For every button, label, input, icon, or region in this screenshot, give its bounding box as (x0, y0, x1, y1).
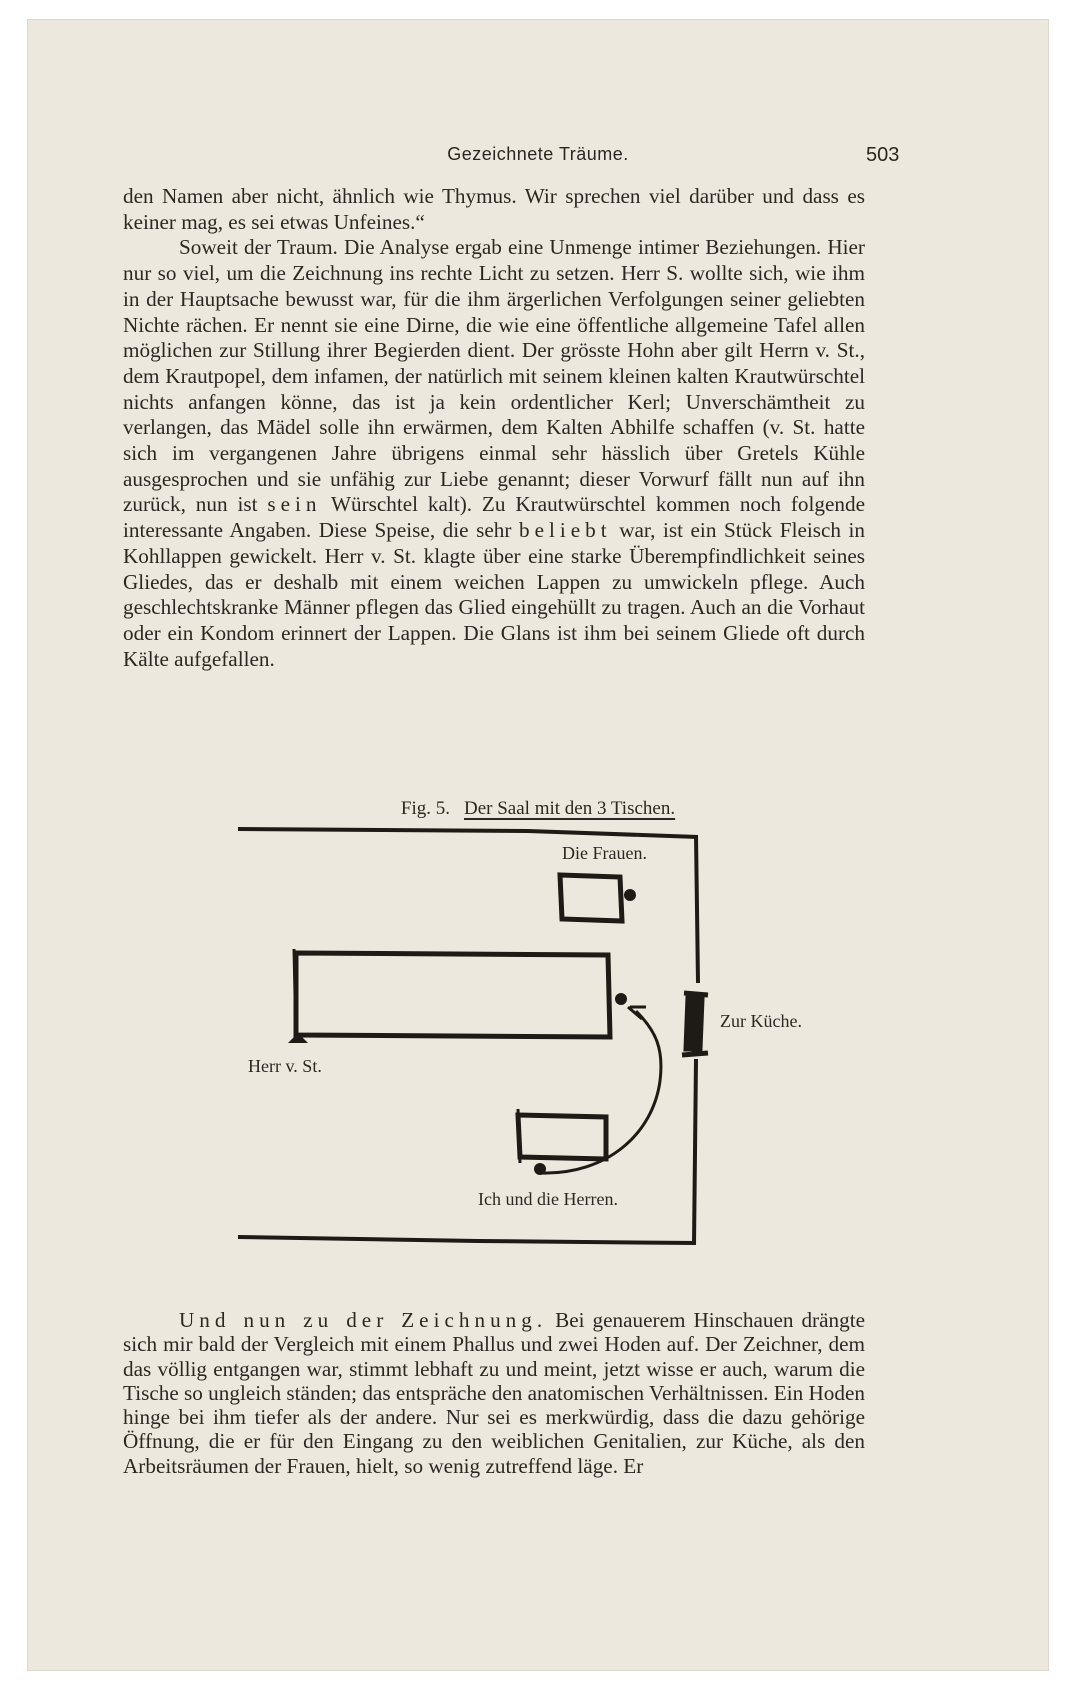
page-header (28, 144, 1048, 170)
figure-caption (28, 798, 1048, 820)
analysis-text-end: war, ist ein Stück Fleisch in Kohllappen gewickelt. Herr v. St. klagte über eine starke Überempfindlichkeit seines Gliedes, das er deshalb mit einem weichen Lappen zu umwickeln pflege. Auch geschlechtskranke Männer pflegen das Glied eingehüllt zu tragen. Auch an die Vorhaut oder ein Kondom erinnert der Lappen. Die Glans ist ihm bei seinem Gliede oft durch Kälte aufgefallen. (123, 518, 866, 671)
figure-label: Fig. 5. (400, 798, 450, 819)
kitchen-door-icon (682, 993, 708, 1055)
emphasis-lead: Und nun zu der Zeichnung. (179, 1308, 548, 1332)
paragraph-dream-end: den Namen aber nicht, ähnlich wie Thymus. Wir sprechen viel darüber und dass es keiner mag, es sei etwas Unfeines.“ (123, 184, 865, 234)
label-die-frauen: Die Frauen. (562, 843, 647, 863)
paragraph-analysis (123, 235, 865, 672)
room-wall-right-lower (694, 1059, 696, 1245)
floor-plan-drawing (228, 823, 802, 1293)
running-title: Gezeichnete Träume. (447, 144, 629, 164)
emphasis-sein: sein (267, 492, 322, 517)
room-wall-bottom (238, 1237, 696, 1243)
label-herr-v-st: Herr v. St. (248, 1056, 322, 1076)
small-table-edge-icon (518, 1109, 520, 1163)
figure-title: Der Saal mit den 3 Tischen. (464, 798, 676, 819)
room-wall-top (238, 829, 698, 837)
label-ich-und-die-herren: Ich und die Herren. (478, 1189, 618, 1209)
analysis-text: Soweit der Traum. Die Analyse ergab eine Unmenge intimer Beziehungen. Hier nur so viel, um die Zeichnung ins rechte Licht zu setzen. Herr S. wollte sich, wie ihm in der Hauptsache bewusst war, für die ihm ärgerlichen Verfolgungen seiner geliebten Nichte rächen. Er nennt sie eine Dirne, die wie eine öffentliche allgemeine Tafel allen möglichen zur Stillung ihrer Begierden dient. Der grösste Hohn aber gilt Herrn v. St., dem Krautpopel, dem infamen, der natürlich mit seinem kleinen kalten Krautwürschtel nichts anfangen könne, das ist ja kein ordentlicher Kerl; Unverschämtheit zu verlangen, das Mädel solle ihn erwärmen, dem Kalten Abhilfe schaffen (v. St. hatte sich im vergangenen Jahre übrigens einmal sehr hässlich über Gretels Kühle ausgesprochen und sie unfähig zur Liebe genannt; dieser Vorwurf fällt nun auf ihn zurück, nun ist (123, 235, 865, 517)
long-table-icon (296, 953, 610, 1037)
page-number: 503 (866, 144, 900, 166)
book-page (28, 20, 1048, 1670)
zeichnung-text: Bei genauerem Hinschauen drängte sich mir bald der Vergleich mit einem Phallus und zwei Hoden auf. Der Zeichner, dem das völlig entgangen war, stimmt lebhaft zu und meint, jetzt wisse er auch, warum die Tische so ungleich ständen; das entspräche den anatomischen Verhältnissen. Ein Hoden hinge bei ihm tiefer als der andere. Nur sei es merkwürdig, dass die dazu gehörige Öffnung, die er für den Eingang zu den weiblichen Genitalien, zur Küche, als den Arbeitsräumen der Frauen, hielt, so wenig zutreffend läge. Er (123, 1308, 865, 1478)
women-seat-icon (624, 889, 636, 901)
analysis-text-mid: Würschtel kalt). Zu Krautwürschtel kommen noch folgende interessante Angaben. Diese Speise, die sehr (123, 492, 866, 543)
dot-icon (615, 993, 627, 1005)
label-zur-kueche: Zur Küche. (720, 1011, 802, 1031)
small-table-icon (518, 1115, 606, 1159)
emphasis-beliebt: beliebt (518, 518, 612, 543)
paragraph-zeichnung (123, 1308, 865, 1478)
women-table-icon (560, 875, 622, 921)
text-block-bottom (123, 1308, 865, 1478)
ich-seat-icon (534, 1163, 546, 1175)
room-wall-right (696, 835, 698, 983)
text-block-top (123, 184, 865, 672)
long-table-edge-icon (294, 949, 296, 1041)
